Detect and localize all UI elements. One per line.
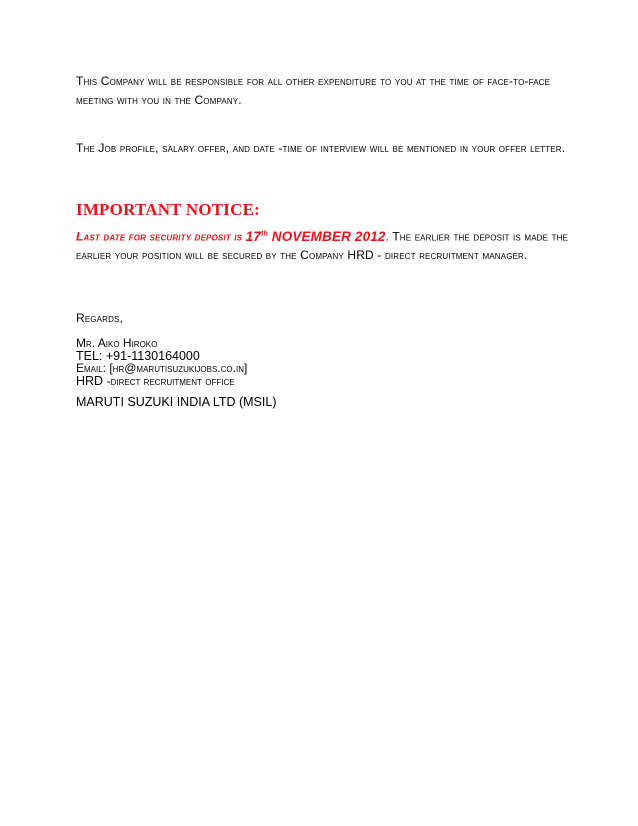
notice-body-text: The earlier the deposit is made the earlier your position will be secured by the Company HRD - direct recruitment manager. <box>76 229 569 262</box>
important-notice-heading: IMPORTANT NOTICE: <box>76 200 260 219</box>
deadline-month-year: NOVEMBER 2012 <box>271 228 386 244</box>
office-prefix: HRD <box>76 374 104 388</box>
expenditure-paragraph: This Company will be responsible for all other expenditure to you at the time of face-to-face meeting with you in the Company. <box>76 74 551 107</box>
job-profile-paragraph: The Job profile, salary offer, and date -time of interview will be mentioned in your offer letter. <box>76 141 566 155</box>
signatory-telephone: TEL: +91-1130164000 <box>76 349 200 363</box>
office-rest: -direct recruitment office <box>106 374 235 388</box>
notice-paragraph <box>76 225 576 264</box>
deadline-date <box>246 229 386 244</box>
signatory-name: Mr. Aiko Hiroko <box>76 336 158 350</box>
signatory-office <box>76 374 235 388</box>
deadline-day: 17 <box>245 228 261 244</box>
deadline-period: . <box>385 229 390 244</box>
deadline-lead: Last date for security deposit is <box>76 229 243 244</box>
company-name: MARUTI SUZUKI INDIA LTD (MSIL) <box>76 395 277 409</box>
signatory-email: Email: [hr@marutisuzukijobs.co.in] <box>76 361 248 375</box>
regards-line: Regards, <box>76 311 123 325</box>
deadline-day-suffix: th <box>260 230 268 237</box>
